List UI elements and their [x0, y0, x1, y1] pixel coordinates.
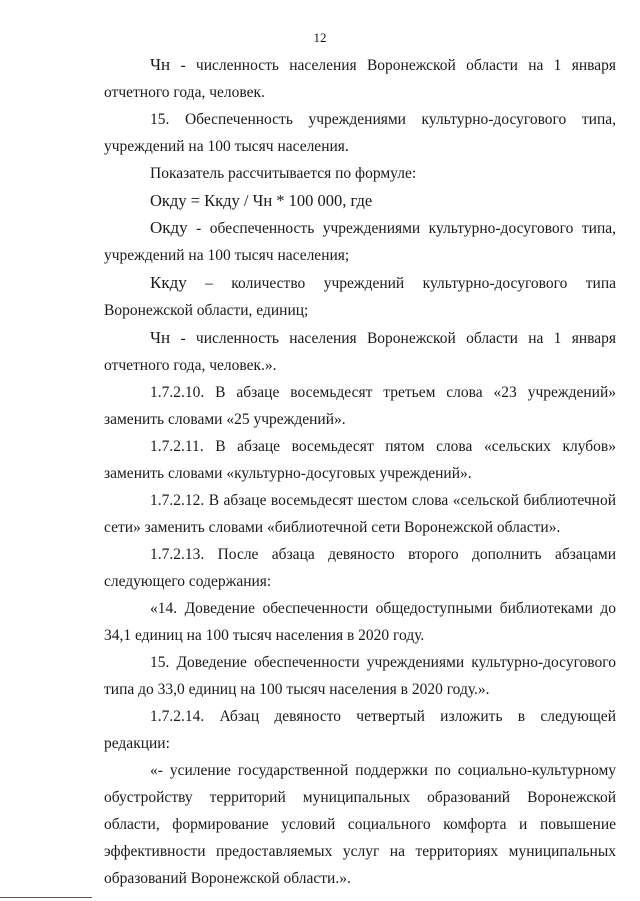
- paragraph-text: - численность населения Воронежской области на 1 января отчетного года, человек.».: [104, 330, 616, 374]
- paragraph-text: – количество учреждений культурно-досугового типа Воронежской области, единиц;: [104, 275, 616, 319]
- scan-edge-line: [0, 897, 92, 898]
- formula-symbol: Чн: [150, 55, 171, 74]
- paragraph-amendment-1-7-2-14: 1.7.2.14. Абзац девяносто четвертый изложить в следующей редакции:: [104, 708, 616, 752]
- paragraph-new-wording: «- усиление государственной поддержки по социально-культурному обустройству территорий муниципальных образований Воронежской области, формирование условий социального комфорта и повышение эффективности предоставляемых услуг на территориях муниципальных образований Воронежской области.».: [104, 762, 616, 887]
- paragraph-new-item-15: 15. Доведение обеспеченности учреждениями культурно-досугового типа до 33,0 единиц на 100 тысяч населения в 2020 году.».: [104, 654, 616, 698]
- paragraph-amendment-1-7-2-13: 1.7.2.13. После абзаца девяносто второго дополнить абзацами следующего содержания:: [104, 546, 616, 590]
- paragraph-text: - численность населения Воронежской области на 1 января отчетного года, человек.: [104, 57, 616, 101]
- paragraph-amendment-1-7-2-12: 1.7.2.12. В абзаце восемьдесят шестом слова «сельской библиотечной сети» заменить словами «библиотечной сети Воронежской области».: [104, 492, 616, 536]
- page-number: 12: [313, 30, 327, 45]
- paragraph-text: - обеспеченность учреждениями культурно-досугового типа, учреждений на 100 тысяч населения;: [104, 220, 616, 264]
- paragraph-new-item-14: «14. Доведение обеспеченности общедоступными библиотеками до 34,1 единиц на 100 тысяч населения в 2020 году.: [104, 600, 616, 644]
- formula-symbol: Окду: [150, 218, 188, 237]
- paragraph-amendment-1-7-2-11: 1.7.2.11. В абзаце восемьдесят пятом слова «сельских клубов» заменить словами «культурно-досуговых учреждений».: [104, 438, 616, 482]
- paragraph-formula-intro: Показатель рассчитывается по формуле:: [150, 165, 417, 182]
- paragraph-indicator-15: 15. Обеспеченность учреждениями культурно-досугового типа, учреждений на 100 тысяч населения.: [104, 111, 616, 155]
- paragraph-definition-chn: [104, 51, 616, 106]
- formula-symbol: Ккду: [150, 273, 187, 292]
- paragraph-definition-kkdu: [104, 269, 616, 324]
- paragraph-definition-okdu: [104, 214, 616, 269]
- document-body: [104, 51, 616, 892]
- paragraph-amendment-1-7-2-10: 1.7.2.10. В абзаце восемьдесят третьем слова «23 учреждений» заменить словами «25 учреждений».: [104, 384, 616, 428]
- formula-line: Окду = Ккду / Чн * 100 000, где: [150, 191, 373, 210]
- formula-symbol: Чн: [150, 328, 171, 347]
- paragraph-definition-chn-end: [104, 324, 616, 379]
